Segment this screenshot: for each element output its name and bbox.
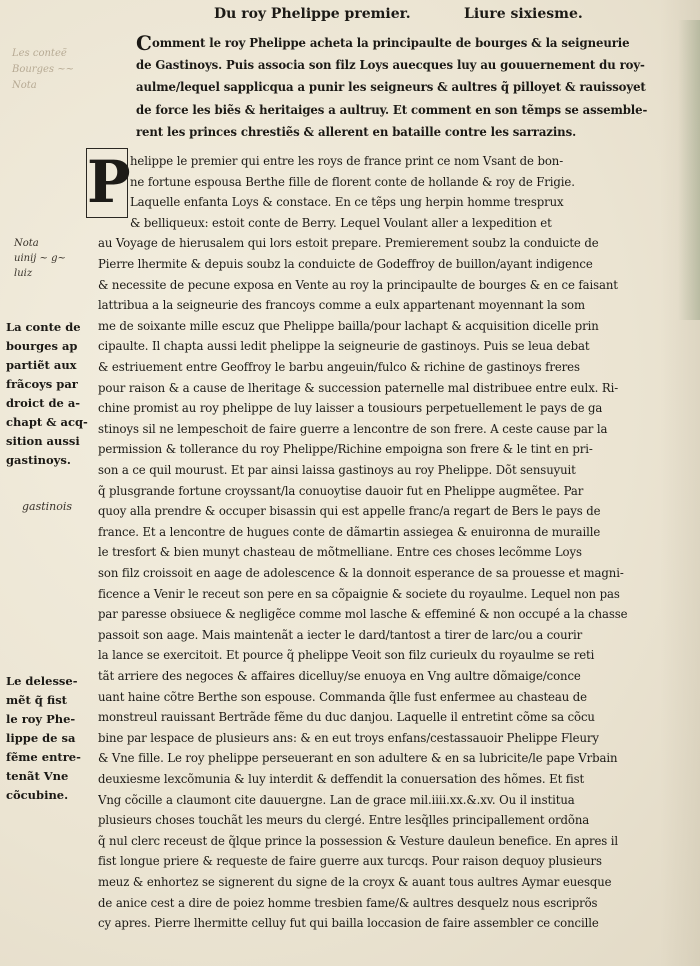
margin-note-line: Nota (14, 238, 39, 249)
margin-note-line: cõcubine. (6, 788, 69, 802)
decorated-initial (86, 148, 131, 218)
margin-note-line: partiẽt aux (6, 358, 77, 372)
side-note-bourges (6, 318, 94, 470)
margin-note-line: sition aussi (6, 434, 80, 448)
text-line: & belliqueux: estoit conte de Berry. Lequel Voulant aller a lexpedition et (130, 215, 552, 230)
handwritten-note-nota (14, 236, 66, 281)
text-line: la lance se exercitoit. Et pource q̃ phelippe Veoit son filz curieulx du royaulme se reti (98, 648, 595, 663)
margin-note-line: bourges ap (6, 339, 78, 353)
text-line: q̃ nul clerc receust de q̃lque prince la possession & Vesture dauleun benefice. En apres il (98, 833, 619, 848)
side-note-concubine (6, 672, 94, 805)
heading-line: aulme/lequel sapplicqua a punir les seigneurs & aultres q̃ pilloyet & rauissoyet (136, 80, 646, 95)
text-line: Laquelle enfanta Loys & constace. En ce tẽps ung herpin homme tresprux (130, 195, 564, 210)
text-line: q̃ plusgrande fortune croyssant/la conuoytise dauoir fut en Phelippe augmẽtee. Par (98, 483, 584, 498)
text-line: bine par lespace de plusieurs ans: & en eut troys enfans/cestassauoir Phelippe Fleury (98, 730, 599, 745)
margin-note-line: Bourges ~~ (12, 64, 74, 75)
margin-note-line: Nota (12, 80, 37, 91)
header-title: Du roy Phelippe premier. (214, 6, 411, 22)
text-line: & Vne fille. Le roy phelippe perseuerant en son adultere & en sa lubricite/le pape Vrbain (98, 751, 618, 766)
text-line: permission & tollerance du roy Phelippe/Richine empoigna son frere & le tint en pri- (98, 442, 593, 457)
margin-note-line: fẽme entre- (6, 750, 81, 764)
text-line: helippe le premier qui entre les roys de france print ce nom Vsant de bon- (130, 154, 564, 168)
decorated-initial-letter: P (87, 148, 131, 216)
margin-note-line: droict de a- (6, 396, 81, 410)
text-line: meuz & enhortez se signerent du signe de la croyx & auant tous aultres Aymar euesque (98, 875, 612, 889)
margin-note-line: le roy Phe- (6, 712, 76, 726)
text-line: ne fortune espousa Berthe fille de florent conte de hollande & roy de Frigie. (130, 174, 575, 189)
text-line: & necessite de pecune exposa en Vente au roy la principaulte de bourges & en ce faisant (98, 277, 618, 292)
text-line: & estriuement entre Geoffroy le barbu angeuin/fulco & richine de gastinoys freres (98, 360, 580, 374)
margin-note-line: La conte de (6, 320, 81, 334)
text-line: le tresfort & bien munyt chasteau de mõtmelliane. Entre ces choses lecõmme Loys (98, 545, 582, 560)
text-line: stinoys sil ne lempeschoit de faire guerre a lencontre de son frere. A ceste cause par la (98, 421, 608, 436)
margin-note-line: mẽt q̃ fist (6, 693, 67, 707)
text-line: monstreul rauissant Bertrãde fẽme du duc danjou. Laquelle il entretint cõme sa cõcu (98, 710, 595, 725)
heading-line: de Gastinoys. Puis associa son filz Loys auecques luy au gouuernement du roy- (136, 58, 645, 73)
running-header (140, 2, 700, 28)
text-line: cy apres. Pierre lhermitte celluy fut qui bailla loccasion de faire assembler ce concille (98, 916, 599, 931)
margin-note-line: Le delesse- (6, 674, 78, 688)
text-line: son a ce quil mourust. Et par ainsi laissa gastinoys au roy Phelippe. Dõt sensuyuit (98, 463, 576, 477)
text-line: tãt arriere des negoces & affaires dicelluy/se enuoya en Vng aultre dõmaige/conce (98, 669, 581, 683)
text-line: fist longue priere & requeste de faire guerre aux turcqs. Pour raison dequoy plusieurs (98, 854, 602, 869)
handwritten-note-gastinois: gastinois (22, 500, 73, 513)
text-line: de anice cest a dire de poiez homme tresbien fame/& aultres desquelz nous escriprõs (98, 895, 598, 910)
handwritten-note-top (12, 46, 74, 94)
text-line: france. Et a lencontre de hugues conte de dãmartin assiegea & enuironna de muraille (98, 524, 601, 539)
heading-initial: C (136, 31, 152, 55)
text-line: pour raison & a cause de lheritage & succession paternelle mal distribuee entre eulx. Ri- (98, 380, 619, 395)
text-line: uant haine cõtre Berthe son espouse. Commanda q̃lle fust enfermee au chasteau de (98, 689, 587, 704)
heading-line: de force les biẽs & heritaiges a aultruy. Et comment en son tẽmps se assemble- (136, 102, 648, 117)
margin-note-line: lippe de sa (6, 731, 76, 745)
margin-note-line: uinij ~ g~ (14, 253, 66, 264)
text-line: au Voyage de hierusalem qui lors estoit prepare. Premierement soubz la conduicte de (98, 236, 599, 251)
text-line: passoit son aage. Mais maintenãt a iecter le dard/tantost a tirer de larc/ou a courir (98, 627, 583, 642)
heading-line: omment le roy Phelippe acheta la principaulte de bourges & la seigneurie (152, 36, 630, 50)
text-line: ficence a Venir le receut son pere en sa cõpaignie & societe du royaulme. Lequel non pas (98, 586, 620, 601)
text-line: quoy alla prendre & occuper bisassin qui est appelle franc/a regart de Bers le pays de (98, 504, 601, 519)
margin-note-line: gastinoys. (6, 453, 71, 467)
text-line: plusieurs choses touchãt les meurs du clergé. Entre lesq̃lles principallement ordõna (98, 813, 590, 828)
page-edge-stain (678, 20, 700, 320)
text-line: chine promist au roy phelippe de luy laisser a tousiours perpetuellement le pays de ga (98, 401, 603, 416)
margin-note-line: tenãt Vne (6, 769, 69, 783)
header-book-number: Liure sixiesme. (464, 6, 583, 22)
margin-note-line: Les conteẽ (12, 48, 67, 59)
margin-note-line: chapt & acq- (6, 415, 88, 429)
text-line: Vng cõcille a claumont cite dauuergne. Lan de grace mil.iiii.xx.&.xv. Ou il institua (98, 792, 575, 807)
heading-line: rent les princes chrestiẽs & allerent en bataille contre les sarrazins. (136, 124, 577, 139)
text-line: Pierre lhermite & depuis soubz la conduicte de Godeffroy de buillon/ayant indigence (98, 257, 593, 271)
text-line: cipaulte. Il chapta aussi ledit phelippe la seigneurie de gastinoys. Puis se leua debat (98, 339, 590, 354)
text-line: son filz croissoit en aage de adolescence & la donnoit esperance de sa prouesse et magni- (98, 566, 624, 580)
text-line: me de soixante mille escuz que Phelippe bailla/pour lachapt & acquisition dicelle prin (98, 318, 599, 333)
margin-note-line: luiz (14, 268, 33, 279)
text-line: deuxiesme lexcõmunia & luy interdit & deffendit la conuersation des hõmes. Et fist (98, 772, 585, 786)
text-line: lattribua a la seigneurie des francoys comme a eulx appartenant moyennant la som (98, 298, 585, 313)
margin-note-line: frãcoys par (6, 377, 78, 391)
text-line: par paresse obsiuece & negligẽce comme mol lasche & effeminé & non occupé a la chasse (98, 607, 628, 622)
